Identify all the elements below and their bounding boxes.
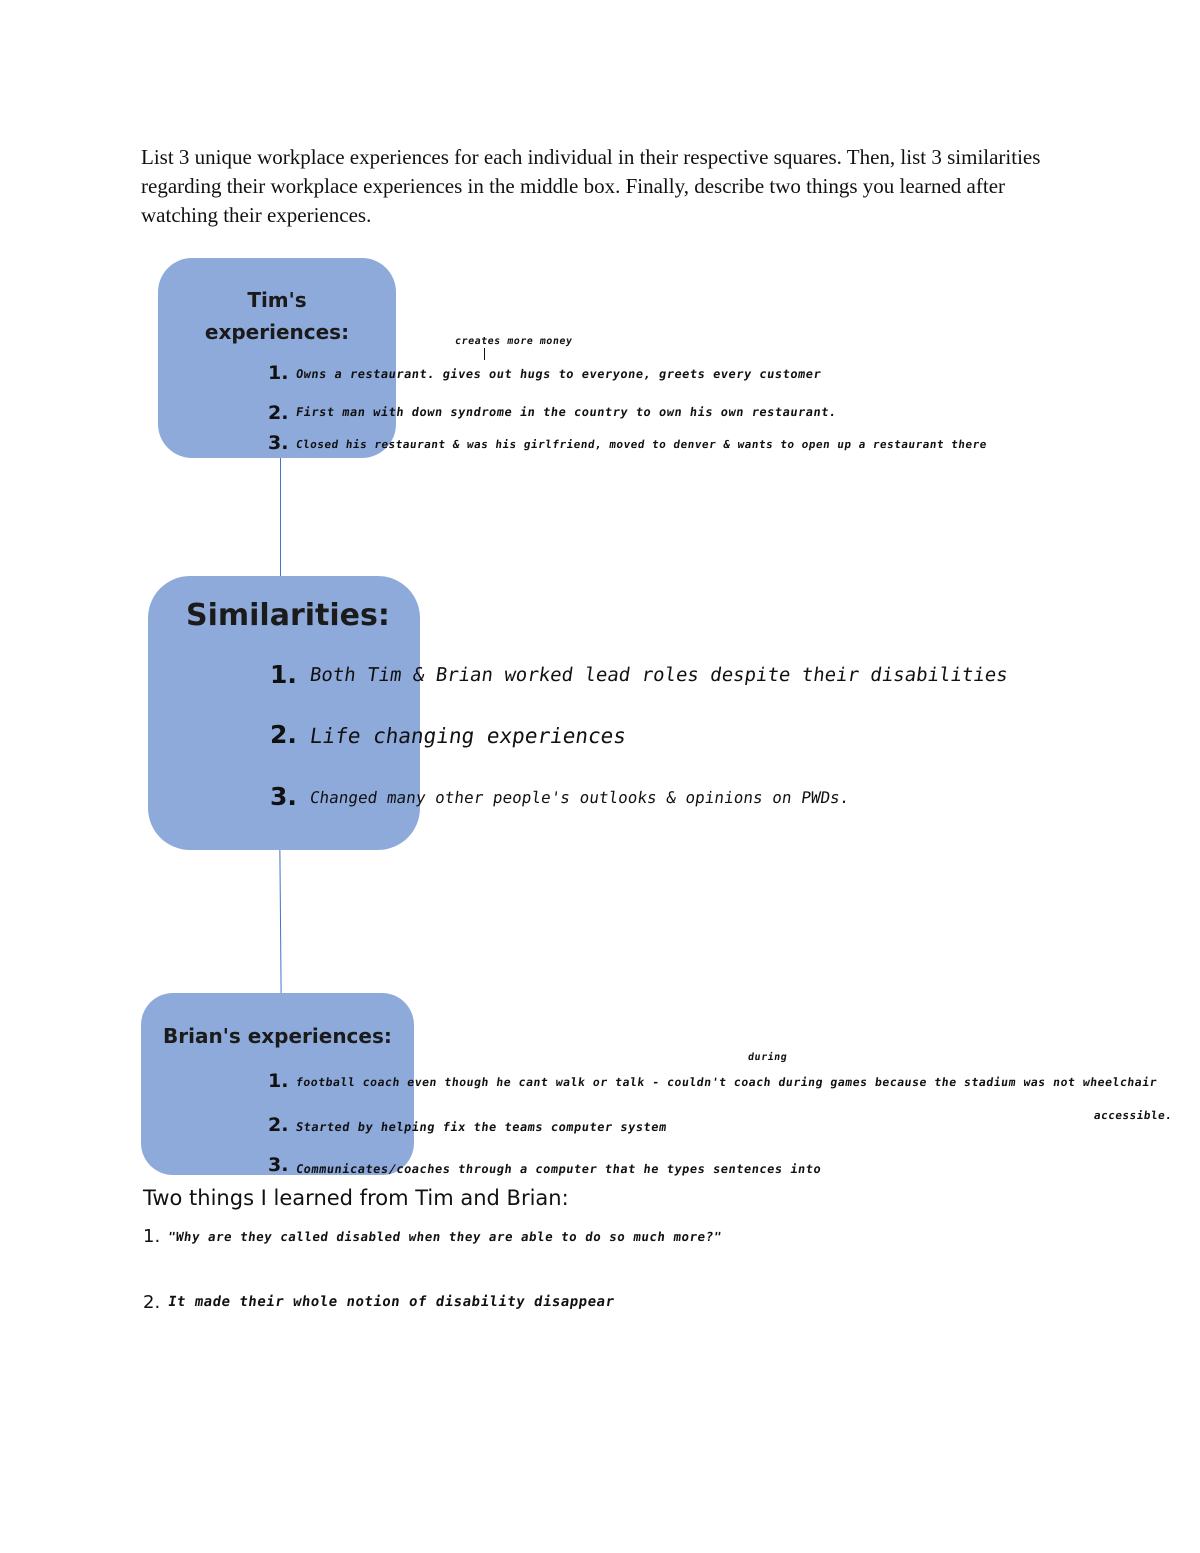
learned-item-2-text: It made their whole notion of disability disappear (166, 1294, 616, 1310)
brian-title: Brian's experiences: (163, 1024, 392, 1048)
tim-title-line1: Tim's (247, 288, 307, 312)
similarities-item-3-text: Changed many other people's outlooks & opinions on PWDs. (308, 788, 851, 807)
learned-item-1-num: 1. (143, 1226, 161, 1247)
similarities-item-1-num: 1. (270, 660, 297, 689)
tim-title-line2: experiences: (204, 320, 350, 344)
brian-item-1-text: football coach even though he cant walk or talk - couldn't coach during games because the stadium was not wheelchair (295, 1075, 1159, 1089)
learned-item-1-text: "Why are they called disabled when they are able to do so much more?" (166, 1229, 723, 1244)
brian-item-1-cont: accessible. (1093, 1109, 1174, 1122)
brian-item-3-text: Communicates/coaches through a computer that he types sentences into (295, 1162, 823, 1176)
learned-item-2-num: 2. (143, 1292, 161, 1313)
connector-top (280, 458, 281, 578)
connector-bottom (279, 850, 281, 994)
tim-insert-note: creates more money (454, 336, 574, 347)
brian-item-1-num: 1. (268, 1070, 289, 1092)
tim-title (158, 284, 396, 348)
tim-item-2-num: 2. (268, 402, 289, 424)
tim-item-1-text: Owns a restaurant. gives out hugs to everyone, greets every customer (295, 367, 823, 381)
similarities-item-2-num: 2. (270, 720, 297, 749)
brian-item-2-text: Started by helping fix the teams computer system (295, 1120, 668, 1134)
brian-item-2-num: 2. (268, 1114, 289, 1136)
brian-item-3-num: 3. (268, 1154, 289, 1176)
tim-item-2-text: First man with down syndrome in the country to own his own restaurant. (295, 405, 838, 419)
insert-caret (484, 348, 485, 360)
similarities-title: Similarities: (186, 598, 390, 633)
similarities-item-1-text: Both Tim & Brian worked lead roles despite their disabilities (308, 664, 1010, 686)
tim-item-3-num: 3. (268, 432, 289, 454)
learned-title: Two things I learned from Tim and Brian: (143, 1186, 569, 1210)
tim-item-1-num: 1. (268, 362, 289, 384)
brian-insert-note: during (747, 1052, 788, 1063)
instructions-text: List 3 unique workplace experiences for each individual in their respective squares. Then, list 3 similarities regarding their workplace experiences in the middle box. Finally, describe two things you learned after watching their experiences. (141, 145, 1041, 227)
tim-item-3-text: Closed his restaurant & was his girlfriend, moved to denver & wants to open up a restaurant there (295, 438, 988, 451)
similarities-item-2-text: Life changing experiences (308, 724, 628, 748)
similarities-item-3-num: 3. (270, 782, 297, 811)
